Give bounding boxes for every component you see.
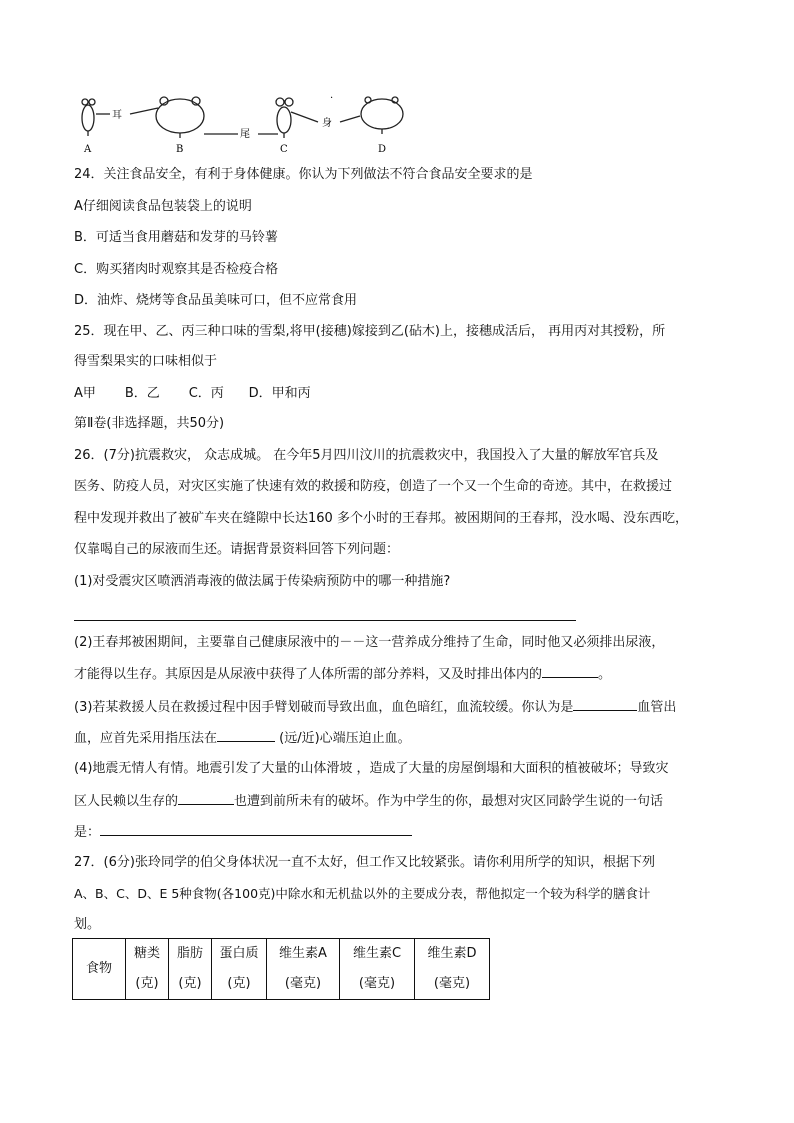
header-unit: (克): [227, 976, 251, 991]
q24-option-c: C．购买猪肉时观察其是否检疫合格: [74, 262, 279, 277]
q25-option-c: C．丙: [188, 386, 224, 401]
header-label: 维生素D: [427, 946, 477, 961]
q26-part2-text: 才能得以生存。其原因是从尿液中获得了人体所需的部分养料，又及时排出体内的: [74, 667, 543, 682]
q26-part4-line1: (4)地震无情人有情。地震引发了大量的山体滑坡 ，造成了大量的房屋倒塌和大面积的植被破坏；导致灾: [74, 761, 669, 776]
figure-label-a: A: [84, 144, 92, 155]
header-label: 食物: [85, 961, 112, 976]
table-header-cell: [212, 939, 267, 1000]
q27-line1: 27．(6分)张玲同学的伯父身体状况一直不太好，但工作又比较紧张。请你利用所学的知识，根据下列: [74, 855, 655, 870]
table-header-cell: [169, 939, 212, 1000]
table-header-cell: [340, 939, 415, 1000]
q26-part3-text-b: 血管出: [637, 700, 677, 715]
header-unit: (毫克): [284, 976, 322, 991]
q26-para-line2: 医务、防疫人员，对灾区实施了快速有效的救援和防疫，创造了一个又一个生命的奇迹。其中，在救援过: [74, 479, 673, 494]
q26-part3-blank2[interactable]: [217, 727, 275, 742]
q26-para-line3: 程中发现并救出了被矿车夹在缝隙中长达160 多个小时的王春邦。被困期间的王春邦，没水喝、没东西吃，: [74, 511, 688, 526]
table-header-food: [73, 939, 126, 1000]
q26-part4-text-a: 区人民赖以生存的: [74, 794, 179, 809]
q25-options: [74, 384, 311, 404]
q26-part1-answer-line[interactable]: [74, 620, 576, 621]
q26-part2-end: 。: [598, 667, 612, 682]
q24-stem: 24．关注食品安全，有利于身体健康。你认为下列做法不符合食品安全要求的是: [74, 167, 533, 182]
q25-option-b: B．乙: [124, 386, 160, 401]
figure-part-body: 身: [322, 118, 332, 129]
q26-part3-blank1[interactable]: [573, 696, 637, 711]
q25-line1: 25．现在甲、乙、丙三种口味的雪梨,将甲(接穗)嫁接到乙(砧木)上，接穗成活后， 再用丙对其授粉，所: [74, 324, 666, 339]
header-unit: (克): [178, 976, 202, 991]
header-label: 维生素A: [279, 946, 327, 961]
q26-part3-text-c: 血，应首先采用指压法在: [74, 731, 218, 746]
q26-para-line1: 26．(7分)抗震救灾， 众志成城。 在今年5月四川汶川的抗震救灾中，我国投入了大量的解放军官兵及: [74, 448, 659, 463]
header-label: 维生素C: [352, 946, 402, 961]
header-unit: (毫克): [358, 976, 396, 991]
q26-part4-line2: [74, 790, 663, 812]
figure-part-ear: 耳: [112, 110, 122, 121]
q26-part1: (1)对受震灾区喷洒消毒液的做法属于传染病预防中的哪一种措施?: [74, 574, 451, 589]
q26-part4-text-c: 是：: [74, 825, 101, 840]
q26-part3-line1: [74, 696, 676, 718]
q26-part2-blank[interactable]: [542, 663, 598, 678]
figure-part-tail: 尾: [240, 129, 250, 140]
header-unit: (毫克): [433, 976, 471, 991]
header-label: 脂肪: [176, 946, 203, 961]
figure-dot: .: [330, 92, 334, 101]
q26-part3-text-d: (远/近)心端压迫止血。: [275, 731, 411, 746]
q27-line2: A、B、C、D、E 5种食物(各100克)中除水和无机盐以外的主要成分表，帮他拟定一个较为科学的膳食计: [74, 886, 651, 901]
figure-label-d: D: [378, 144, 387, 155]
q27-line3: 划。: [74, 917, 101, 932]
table-header-cell: [126, 939, 169, 1000]
q25-option-a: A甲: [74, 386, 96, 401]
q25-line2: 得雪梨果实的口味相似于: [74, 354, 218, 369]
q26-part4-blank[interactable]: [178, 790, 234, 805]
header-label: 蛋白质: [219, 946, 259, 961]
figure-c-body: [277, 107, 291, 133]
q26-part3-line2: [74, 727, 411, 749]
figure-b-body: [156, 99, 204, 133]
figure-a-body: [82, 105, 94, 131]
food-composition-table: [72, 938, 490, 1000]
q26-part4-text-b: 也遭到前所未有的破坏。作为中学生的你，最想对灾区同龄学生说的一句话: [234, 794, 664, 809]
table-header-cell: [267, 939, 340, 1000]
figure-label-c: C: [280, 144, 288, 155]
animal-figure: [72, 92, 432, 156]
q24-option-b: B．可适当食用蘑菇和发芽的马铃薯: [74, 230, 278, 245]
header-unit: (克): [135, 976, 159, 991]
q25-option-d: D．甲和丙: [248, 386, 311, 401]
header-label: 糖类: [133, 946, 160, 961]
q26-part4-answer-line[interactable]: [100, 821, 412, 836]
q26-para-line4: 仅靠喝自己的尿液而生还。请据背景资料回答下列问题：: [74, 542, 400, 557]
figure-label-b: B: [176, 144, 184, 155]
q24-option-a: A仔细阅读食品包装袋上的说明: [74, 199, 252, 214]
q26-part2-line2: [74, 663, 611, 685]
q26-part2-line1: (2)王春邦被困期间，主要靠自己健康尿液中的－－这一营养成分维持了生命，同时他又必须排出尿液，: [74, 635, 665, 650]
table-header-row: [73, 939, 490, 1000]
table-header-cell: [415, 939, 490, 1000]
q26-part3-text-a: (3)若某救援人员在救援过程中因手臂划破而导致出血，血色暗红，血流较缓。你认为是: [74, 700, 574, 715]
q26-part4-line3: [74, 821, 412, 843]
section-heading: 第Ⅱ卷(非选择题，共50分): [74, 416, 225, 431]
q24-option-d: D．油炸、烧烤等食品虽美味可口，但不应常食用: [74, 293, 358, 308]
